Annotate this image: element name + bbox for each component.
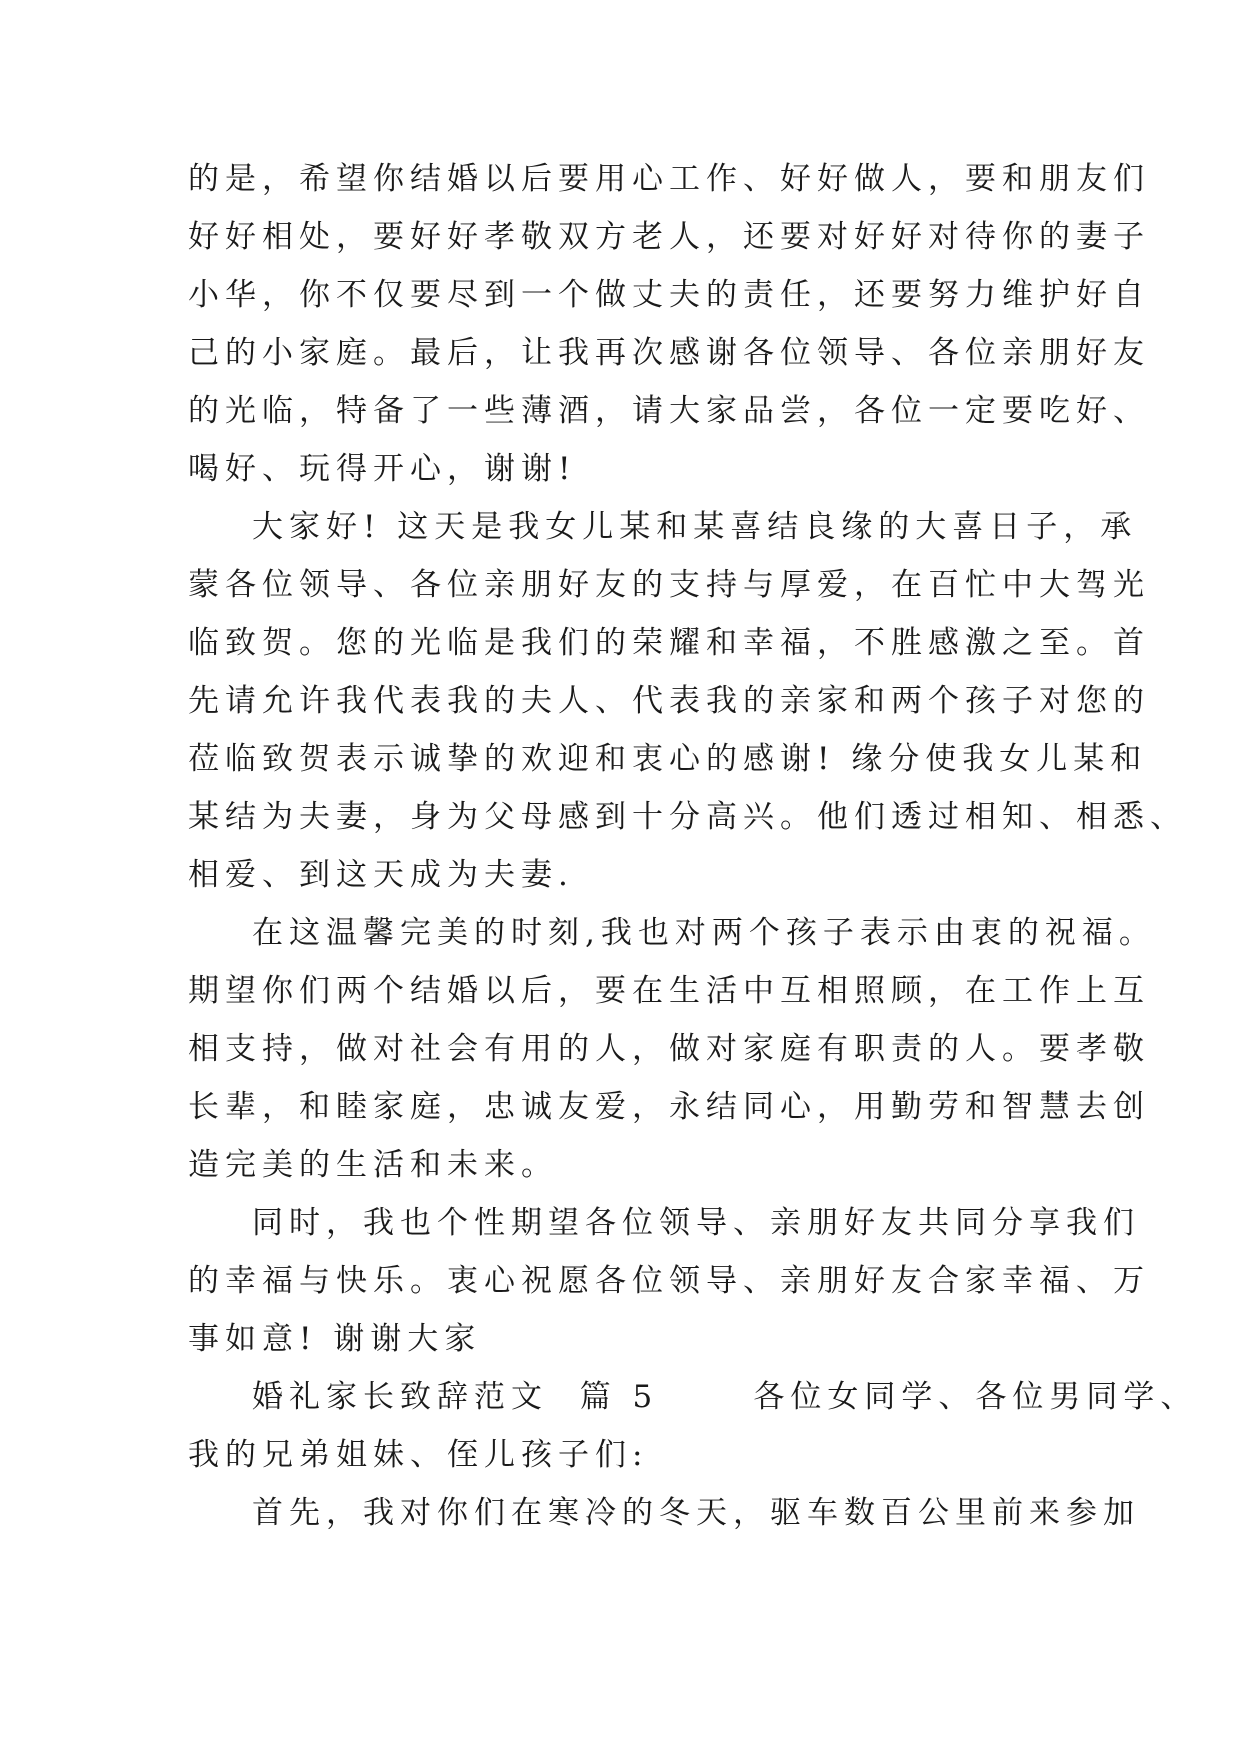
text-line: 造完美的生活和未来。 <box>188 1147 558 1183</box>
section-heading-line: 婚礼家长致辞范文 篇 5 各位女同学、各位男同学、 <box>252 1379 1198 1415</box>
paragraph-start-line: 在这温馨完美的时刻,我也对两个孩子表示由衷的祝福。 <box>252 915 1156 951</box>
text-line: 的幸福与快乐。衷心祝愿各位领导、亲朋好友合家幸福、万 <box>188 1263 1150 1299</box>
text-line: 好好相处，要好好孝敬双方老人，还要对好好对待你的妻子 <box>188 219 1150 255</box>
text-line: 相支持，做对社会有用的人，做对家庭有职责的人。要孝敬 <box>188 1031 1150 1067</box>
paragraph-start-line: 大家好! 这天是我女儿某和某喜结良缘的大喜日子，承 <box>252 509 1138 545</box>
text-line: 的光临，特备了一些薄酒，请大家品尝，各位一定要吃好、 <box>188 393 1150 429</box>
text-line: 莅临致贺表示诚挚的欢迎和衷心的感谢! 缘分使我女儿某和 <box>188 741 1148 777</box>
text-line: 小华，你不仅要尽到一个做丈夫的责任，还要努力维护好自 <box>188 277 1150 313</box>
text-line: 喝好、玩得开心，谢谢! <box>188 451 577 487</box>
text-line: 己的小家庭。最后，让我再次感谢各位领导、各位亲朋好友 <box>188 335 1150 371</box>
text-line: 长辈，和睦家庭，忠诚友爱，永结同心，用勤劳和智慧去创 <box>188 1089 1150 1125</box>
text-line: 我的兄弟姐妹、侄儿孩子们: <box>188 1437 649 1473</box>
text-line: 某结为夫妻，身为父母感到十分高兴。他们透过相知、相悉、 <box>188 799 1187 835</box>
text-line: 相爱、到这天成为夫妻. <box>188 857 574 893</box>
text-line: 先请允许我代表我的夫人、代表我的亲家和两个孩子对您的 <box>188 683 1150 719</box>
paragraph-start-line: 首先，我对你们在寒冷的冬天，驱车数百公里前来参加 <box>252 1495 1140 1531</box>
document-body <box>188 150 1198 1542</box>
text-line: 蒙各位领导、各位亲朋好友的支持与厚爱，在百忙中大驾光 <box>188 567 1150 603</box>
text-line: 期望你们两个结婚以后，要在生活中互相照顾，在工作上互 <box>188 973 1150 1009</box>
text-line: 的是，希望你结婚以后要用心工作、好好做人，要和朋友们 <box>188 161 1150 197</box>
paragraph-start-line: 同时，我也个性期望各位领导、亲朋好友共同分享我们 <box>252 1205 1140 1241</box>
text-line: 临致贺。您的光临是我们的荣耀和幸福，不胜感激之至。首 <box>188 625 1150 661</box>
text-line: 事如意! 谢谢大家 <box>188 1321 482 1357</box>
